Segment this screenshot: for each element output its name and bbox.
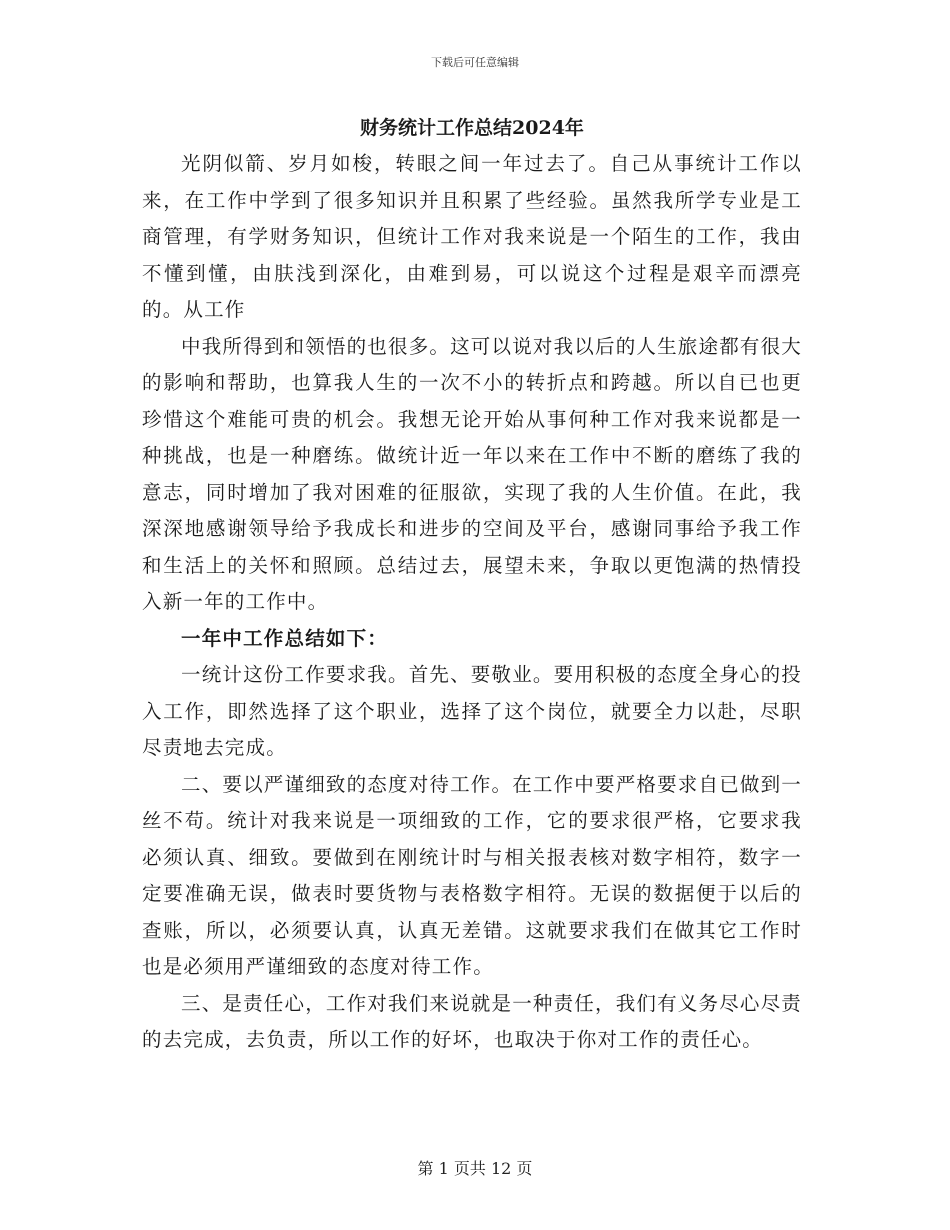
paragraph-intro: 光阴似箭、岁月如梭，转眼之间一年过去了。自己从事统计工作以来，在工作中学到了很多知识并且积累了些经验。虽然我所学专业是工商管理，有学财务知识，但统计工作对我来说是一个陌生的工作，我由不懂到懂，由肤浅到深化，由难到易，可以说这个过程是艰辛而漂亮的。从工作 (142, 152, 802, 321)
paragraph-point-1: 一统计这份工作要求我。首先、要敬业。要用积极的态度全身心的投入工作，即然选择了这个职业，选择了这个岗位，就要全力以赴，尽职尽责地去完成。 (142, 663, 803, 759)
section-heading: 一年中工作总结如下： (181, 626, 389, 650)
paragraph-point-3: 三、是责任心，工作对我们来说就是一种责任，我们有义务尽心尽责的去完成，去负责，所以工作的好坏，也取决于你对工作的责任心。 (142, 991, 803, 1051)
document-title: 财务统计工作总结2024年 (360, 117, 584, 139)
paragraph-point-2: 二、要以严谨细致的态度对待工作。在工作中要严格要求自已做到一丝不苟。统计对我来说是一项细致的工作，它的要求很严格，它要求我必须认真、细致。要做到在刚统计时与相关报表核对数字相符，数字一定要准确无误，做表时要货物与表格数字相符。无误的数据便于以后的查账，所以，必须要认真，认真无差错。这就要求我们在做其它工作时也是必须用严谨细致的态度对待工作。 (142, 772, 803, 978)
page-header: 下载后可任意编辑 (431, 56, 519, 69)
page-footer: 第 1 页共 12 页 (417, 1159, 533, 1178)
document-body (142, 112, 802, 1059)
paragraph-reflection: 中我所得到和领悟的也很多。这可以说对我以后的人生旅途都有很大的影响和帮助，也算我人生的一次不小的转折点和跨越。所以自已也更珍惜这个难能可贵的机会。我想无论开始从事何种工作对我来说都是一种挑战，也是一种磨练。做统计近一年以来在工作中不断的磨练了我的意志，同时增加了我对困难的征服欲，实现了我的人生价值。在此，我深深地感谢领导给予我成长和进步的空间及平台，感谢同事给予我工作和生活上的关怀和照顾。总结过去，展望未来，争取以更饱满的热情投入新一年的工作中。 (142, 334, 803, 613)
